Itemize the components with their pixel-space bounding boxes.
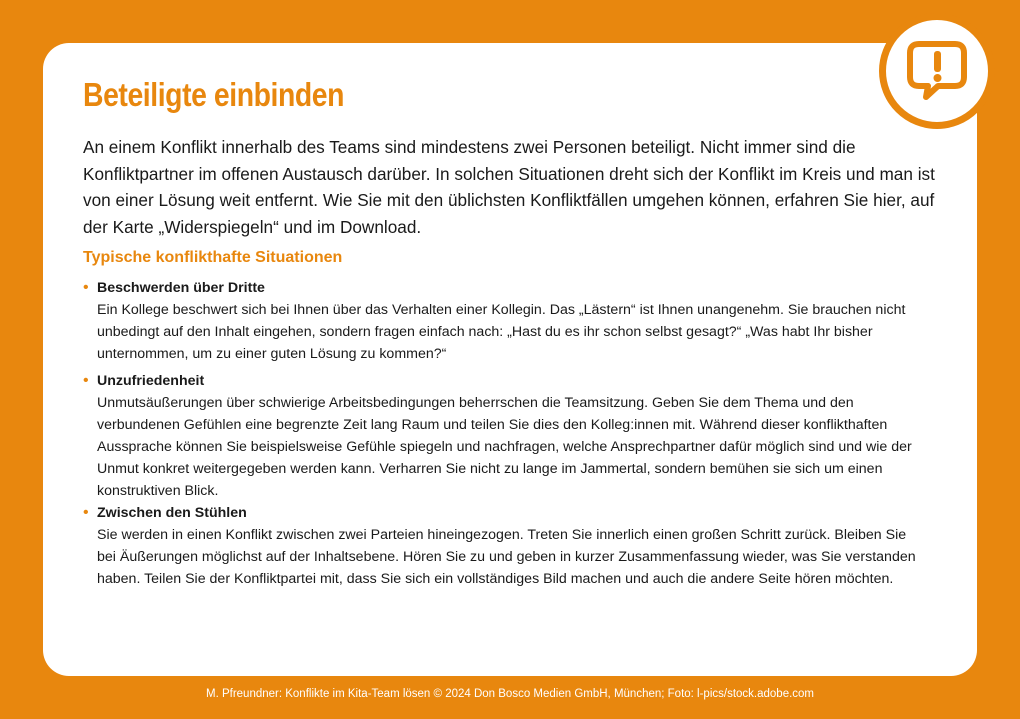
situation-description: Sie werden in einen Konflikt zwischen zwei Parteien hineingezogen. Treten Sie innerlich einen großen Schritt zurück. Bleiben Sie bei Äußerungen möglichst auf der Inhaltsebene. Hören Sie zu und geben in kurzer Zusammenfassung wieder, was Sie verstanden haben. Teilen Sie der Konfliktpartei mit, dass Sie sich ein vollständiges Bild machen und auch die andere Seite hören möchten.: [97, 527, 916, 587]
situation-description: Ein Kollege beschwert sich bei Ihnen über das Verhalten einer Kollegin. Das „Lästern“ ist Ihnen unangenehm. Sie brauchen nicht unbedingt auf den Inhalt eingehen, sondern fragen einfach nach: „Hast du es ihr schon selbst gesagt?“ „Was habt Ihr bisher unternommen, um zu einer guten Lösung zu kommen?“: [97, 302, 906, 362]
bullet-marker: •: [83, 279, 89, 296]
section-subheading: Typische konflikthafte Situationen: [83, 249, 343, 266]
copyright-footer: M. Pfreundner: Konflikte im Kita-Team lösen © 2024 Don Bosco Medien GmbH, München; Foto: l-pics/stock.adobe.com: [205, 688, 815, 700]
situation-title: Beschwerden über Dritte: [97, 280, 265, 296]
intro-paragraph: An einem Konflikt innerhalb des Teams sind mindestens zwei Personen beteiligt. Nicht immer sind die Konfliktpartner im offenen Austausch darüber. In solchen Situationen dreht sich der Konflikt im Kreis und man ist von einer Lösung weit entfernt. Wie Sie mit den üblichsten Konfliktfällen umgehen können, erfahren Sie hier, auf der Karte „Widerspiegeln“ und im Download.: [83, 137, 935, 237]
situation-description: Unmutsäußerungen über schwierige Arbeitsbedingungen beherrschen die Teamsitzung. Geben Sie dem Thema und den verbundenen Gefühlen eine begrenzte Zeit lang Raum und teilen Sie dies den Kolleg:innen mit. Während dieser konflikthaften Aussprache können Sie beispielsweise Gefühle spiegeln und nachfragen, welche Ansprechpartner dafür möglich sind und wie der Unmut konkret weitergegeben werden kann. Verharren Sie nicht zu lange im Jammertal, sondern bemühen sie sich um einen konstruktiven Blick.: [97, 395, 912, 499]
bullet-marker: •: [83, 372, 89, 389]
situation-item-beschwerden: [83, 277, 923, 365]
bullet-marker: •: [83, 504, 89, 521]
situation-title: Unzufriedenheit: [97, 373, 205, 389]
situation-title: Zwischen den Stühlen: [97, 505, 247, 521]
situation-item-zwischen-den-stuehlen: [83, 502, 923, 590]
situation-item-unzufriedenheit: [83, 370, 923, 502]
page-title: Beteiligte einbinden: [83, 76, 345, 113]
speech-bubble-exclamation-icon: [879, 13, 995, 129]
